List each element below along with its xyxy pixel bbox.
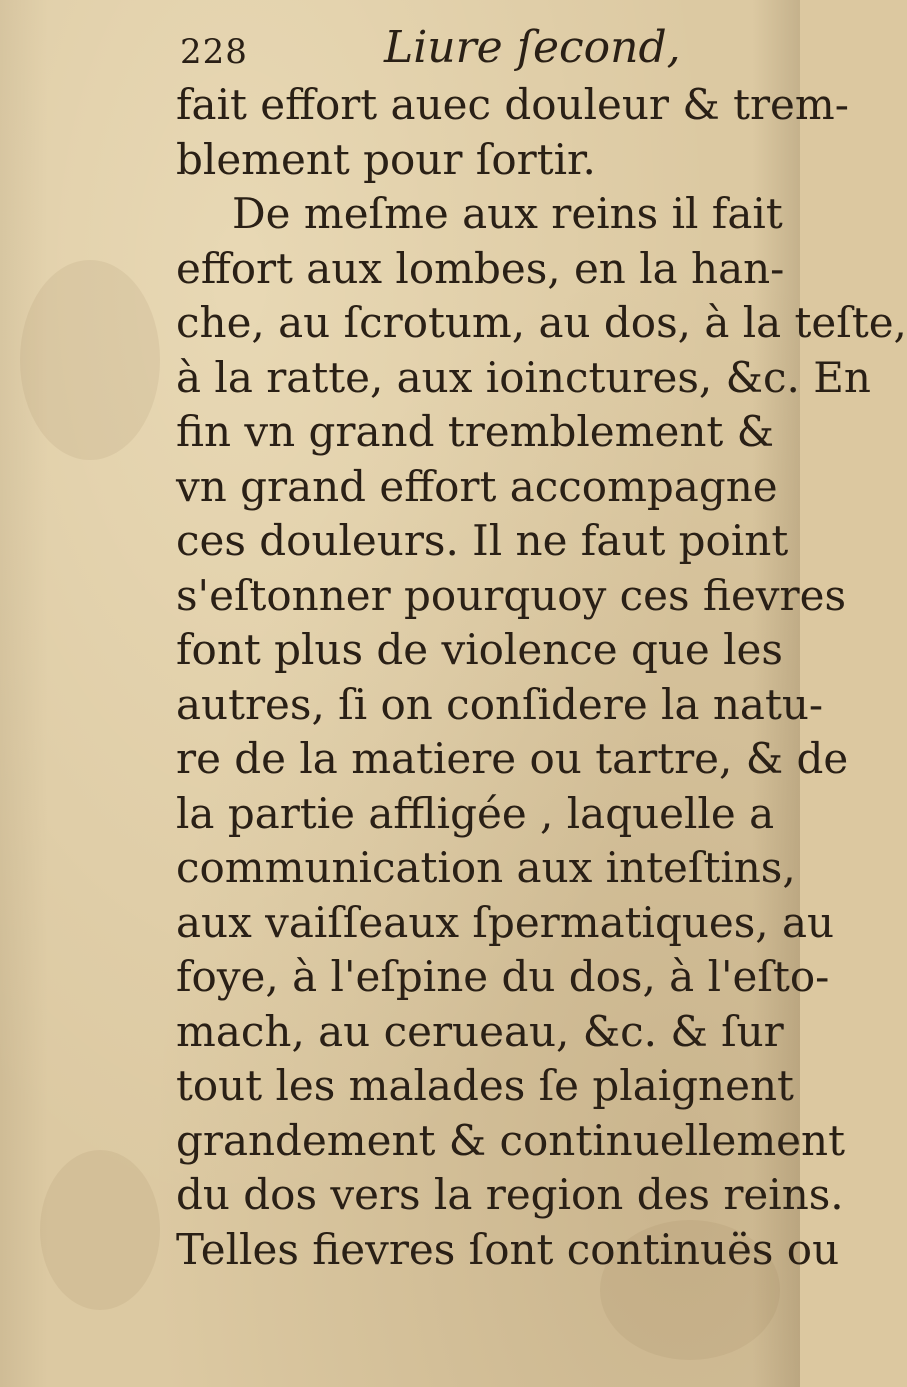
paper-stain	[40, 1150, 160, 1310]
text-line: tout les malades ſe plaignent	[176, 1061, 794, 1110]
text-line: autres, ſi on conſidere la natu-	[176, 679, 824, 729]
text-line: mach, au cerueau, &c. & ſur	[176, 1006, 784, 1056]
text-line: aux vaiſſeaux ſpermatiques, au	[176, 897, 835, 947]
text-line: re de la matiere ou tartre, & de	[176, 734, 849, 783]
text-line: fin vn grand tremblement &	[176, 407, 774, 456]
paper-stain	[20, 260, 160, 460]
text-line: Telles fievres ſont continuës ou	[176, 1224, 840, 1274]
text-line: du dos vers la region des reins.	[176, 1170, 844, 1219]
text-line: effort aux lombes, en la han-	[176, 243, 785, 293]
text-line: la partie affligée , laquelle a	[176, 788, 775, 838]
page-header	[180, 22, 740, 78]
text-line: s'eſtonner pourquoy ces fievres	[176, 570, 847, 620]
text-line: fait effort auec douleur & trem-	[176, 80, 849, 129]
body-text	[176, 78, 907, 1277]
text-line: ces douleurs. Il ne faut point	[176, 516, 789, 565]
text-line: foye, à l'eſpine du dos, à l'eſto-	[176, 952, 830, 1001]
text-line: à la ratte, aux ioinctures, &c. En	[176, 352, 871, 402]
text-line: De meſme aux reins il fait	[232, 189, 783, 238]
page-number: 228	[180, 32, 248, 72]
text-line: che, au ſcrotum, au dos, à la teſte,	[176, 298, 907, 347]
text-line: grandement & continuellement	[176, 1115, 845, 1165]
text-line: blement pour ſortir.	[176, 134, 596, 184]
text-line: communication aux inteſtins,	[176, 843, 796, 892]
running-title: Liure ſecond,	[384, 22, 681, 73]
text-line: vn grand effort accompagne	[176, 461, 778, 511]
text-line: font plus de violence que les	[176, 625, 783, 674]
